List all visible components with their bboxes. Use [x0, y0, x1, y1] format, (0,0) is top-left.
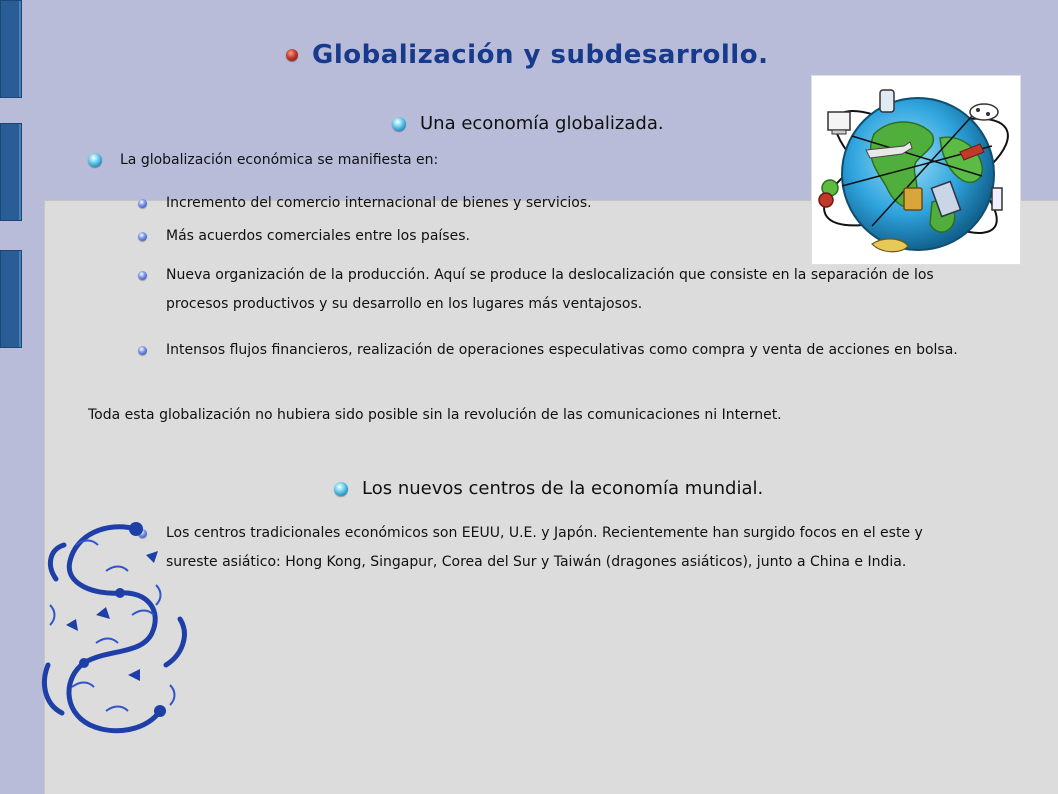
cyan-bullet-icon [88, 153, 102, 167]
blue-bullet-icon [138, 199, 147, 208]
list-item [138, 519, 966, 577]
section2-heading-row [334, 478, 763, 499]
list-item [138, 222, 966, 251]
list-item-text: Intensos flujos financieros, realización de operaciones especulativas como compra y venta de acciones en bolsa. [166, 342, 958, 358]
slide-title-row [286, 40, 768, 70]
cyan-bullet-icon [392, 117, 406, 131]
section1-intro-row [88, 152, 438, 168]
section2-heading: Los nuevos centros de la economía mundial. [362, 478, 764, 499]
red-bullet-icon [286, 49, 298, 61]
section1-heading-row [392, 113, 664, 134]
list-item-text: Más acuerdos comerciales entre los países. [166, 228, 470, 244]
side-tab-1 [0, 0, 22, 98]
list-item-text: Incremento del comercio internacional de bienes y servicios. [166, 195, 592, 211]
blue-bullet-icon [138, 346, 147, 355]
dragon-icon [36, 515, 194, 753]
slide-title: Globalización y subdesarrollo. [312, 40, 769, 70]
list-item [138, 261, 966, 319]
blue-bullet-icon [138, 232, 147, 241]
list-item [138, 189, 966, 218]
blue-bullet-icon [138, 271, 147, 280]
side-tab-2 [0, 123, 22, 221]
dragon-image [36, 515, 194, 753]
list-item-text: Nueva organización de la producción. Aquí se produce la deslocalización que consiste en la separación de los procesos productivos y su desarrollo en los lugares más ventajosos. [166, 267, 934, 312]
cyan-bullet-icon [334, 482, 348, 496]
section1-heading: Una economía globalizada. [420, 113, 664, 134]
side-tab-3 [0, 250, 22, 348]
list-item-text: Los centros tradicionales económicos son EEUU, U.E. y Japón. Recientemente han surgido focos en el este y sureste asiático: Hong Kong, Singapur, Corea del Sur y Taiwán (dragones asiáticos), junto a China e India. [166, 525, 923, 570]
section1-intro: La globalización económica se manifiesta en: [120, 152, 439, 168]
section1-conclusion: Toda esta globalización no hubiera sido posible sin la revolución de las comunicaciones ni Internet. [88, 407, 782, 423]
list-item [138, 336, 966, 365]
